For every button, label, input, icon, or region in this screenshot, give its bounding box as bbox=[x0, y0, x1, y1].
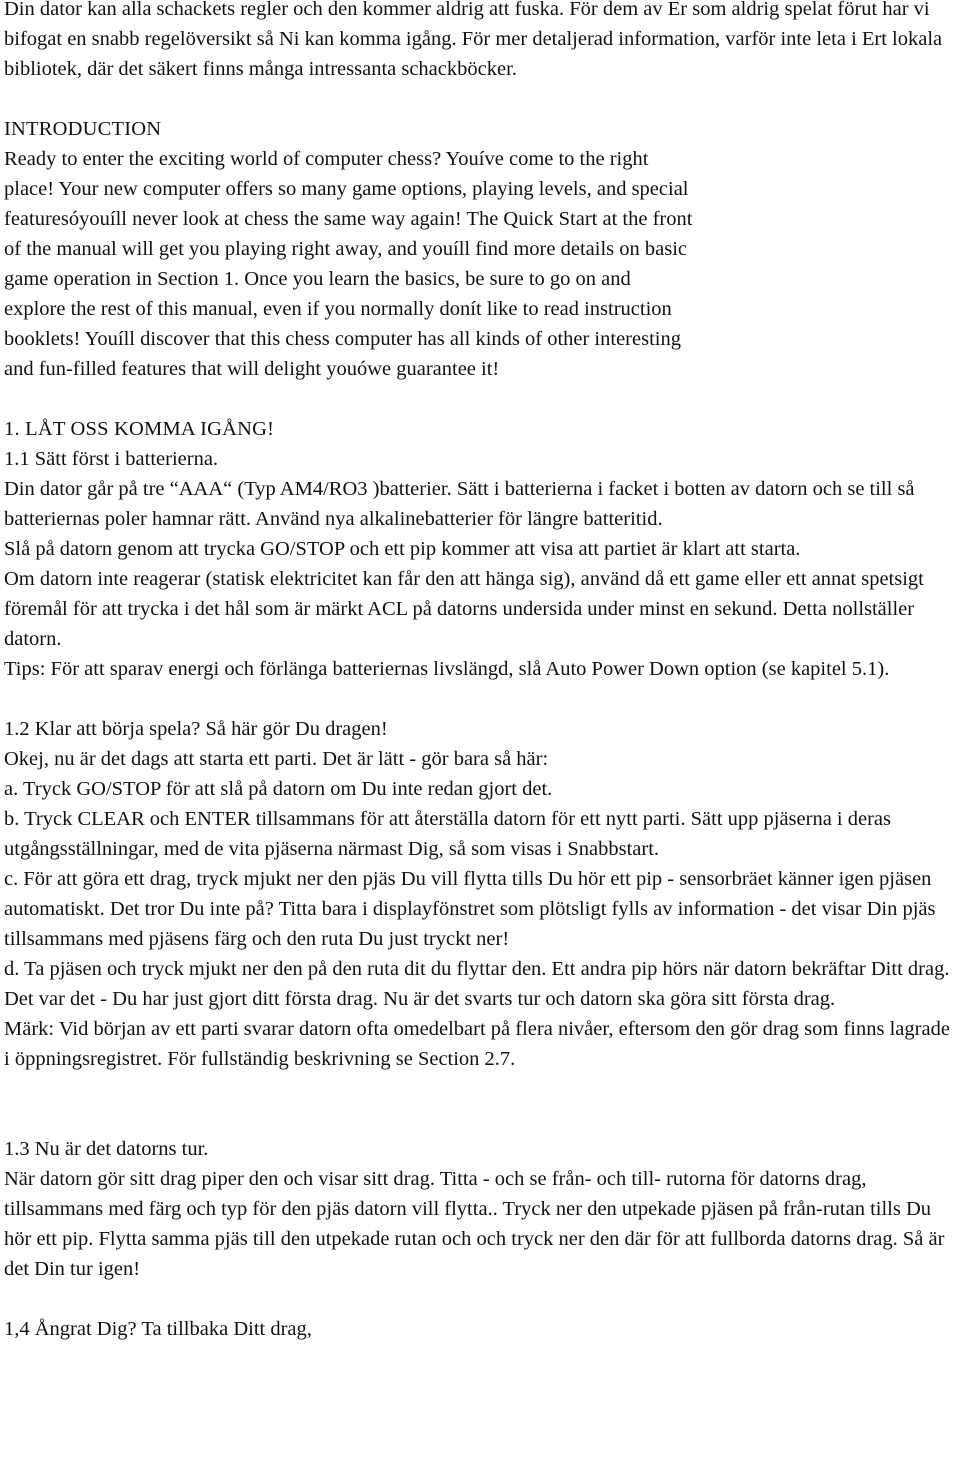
section-1-3 bbox=[4, 1134, 956, 1284]
spacer bbox=[4, 1074, 956, 1134]
introduction-section bbox=[4, 114, 694, 384]
section-1-2-paragraph: a. Tryck GO/STOP för att slå på datorn om Du inte redan gjort det. bbox=[4, 778, 553, 800]
introduction-heading: INTRODUCTION bbox=[4, 118, 162, 140]
section-1 bbox=[4, 414, 956, 684]
spacer bbox=[4, 384, 956, 414]
section-1-2-heading: 1.2 Klar att börja spela? Så här gör Du dragen! bbox=[4, 718, 388, 740]
spacer bbox=[4, 684, 956, 714]
section-1-2-paragraph: c. För att göra ett drag, tryck mjukt ner den pjäs Du vill flytta tills Du hör ett pip - sensorbräet känner igen pjäsen automatiskt. Det tror Du inte på? Titta bara i displayfönstret som plötsligt fylls av information - det visar Din pjäs tillsammans med pjäsens färg och den ruta Du just tryckt ner! bbox=[4, 868, 936, 950]
spacer bbox=[4, 84, 956, 114]
section-1-heading: 1. LÅT OSS KOMMA IGÅNG! bbox=[4, 418, 275, 440]
section-1-2 bbox=[4, 714, 956, 1074]
section-1-2-paragraph: b. Tryck CLEAR och ENTER tillsammans för att återställa datorn för ett nytt parti. Sätt upp pjäserna i deras utgångsställningar, med de vita pjäserna närmast Dig, så som visas i Snabbstart. bbox=[4, 808, 892, 860]
section-1-4 bbox=[4, 1314, 956, 1344]
section-1-paragraph: Din dator går på tre “AAA“ (Typ AM4/RO3 )batterier. Sätt i batterierna i facket i botten av datorn och se till så batteriernas poler hamnar rätt. Använd nya alkalinebatterier för längre batteritid. bbox=[4, 478, 915, 530]
document-page bbox=[4, 0, 956, 1344]
section-1-2-paragraph: Märk: Vid början av ett parti svarar datorn ofta omedelbart på flera nivåer, eftersom den gör drag som finns lagrade i öppningsregistret. För fullständig beskrivning se Section 2.7. bbox=[4, 1018, 950, 1070]
introduction-body: Ready to enter the exciting world of computer chess? Youíve come to the right place! Your new computer offers so many game options, playing levels, and special featuresóyouíll never look at chess the same way again! The Quick Start at the front of the manual will get you playing right away, and youíll find more details on basic game operation in Section 1. Once you learn the basics, be sure to go on and explore the rest of this manual, even if you normally donít like to read instruction booklets! Youíll discover that this chess computer has all kinds of other interesting and fun-filled features that will delight youówe guarantee it! bbox=[4, 148, 693, 380]
section-1-1-heading: 1.1 Sätt först i batterierna. bbox=[4, 448, 219, 470]
section-1-3-body: När datorn gör sitt drag piper den och visar sitt drag. Titta - och se från- och till- rutorna för datorns drag, tillsammans med färg och typ för den pjäs datorn vill flytta.. Tryck ner den utpekade pjäsen på från-rutan tills Du hör ett pip. Flytta samma pjäs till den utpekade rutan och och tryck ner den där för att fullborda datorns drag. Så är det Din tur igen! bbox=[4, 1168, 945, 1280]
section-1-2-paragraph: Okej, nu är det dags att starta ett parti. Det är lätt - gör bara så här: bbox=[4, 748, 549, 770]
section-1-4-heading: 1,4 Ångrat Dig? Ta tillbaka Ditt drag, bbox=[4, 1318, 312, 1340]
spacer bbox=[4, 1284, 956, 1314]
section-1-3-heading: 1.3 Nu är det datorns tur. bbox=[4, 1138, 209, 1160]
section-1-paragraph: Om datorn inte reagerar (statisk elektricitet kan får den att hänga sig), använd då ett game eller ett annat spetsigt föremål för att trycka i det hål som är märkt ACL på datorns undersida under minst en sekund. Detta nollställer datorn. bbox=[4, 568, 924, 650]
section-1-paragraph: Slå på datorn genom att trycka GO/STOP och ett pip kommer att visa att partiet är klart att starta. bbox=[4, 538, 801, 560]
section-1-paragraph: Tips: För att sparav energi och förlänga batteriernas livslängd, slå Auto Power Down option (se kapitel 5.1). bbox=[4, 658, 890, 680]
intro-paragraph: Din dator kan alla schackets regler och den kommer aldrig att fuska. För dem av Er som aldrig spelat förut har vi bifogat en snabb regelöversikt så Ni kan komma igång. För mer detaljerad information, varför inte leta i Ert lokala bibliotek, där det säkert finns många intressanta schackböcker. bbox=[4, 0, 943, 80]
section-1-2-paragraph: d. Ta pjäsen och tryck mjukt ner den på den ruta dit du flyttar den. Ett andra pip hörs när datorn bekräftar Ditt drag. Det var det - Du har just gjort ditt första drag. Nu är det svarts tur och datorn ska göra sitt första drag. bbox=[4, 958, 950, 1010]
